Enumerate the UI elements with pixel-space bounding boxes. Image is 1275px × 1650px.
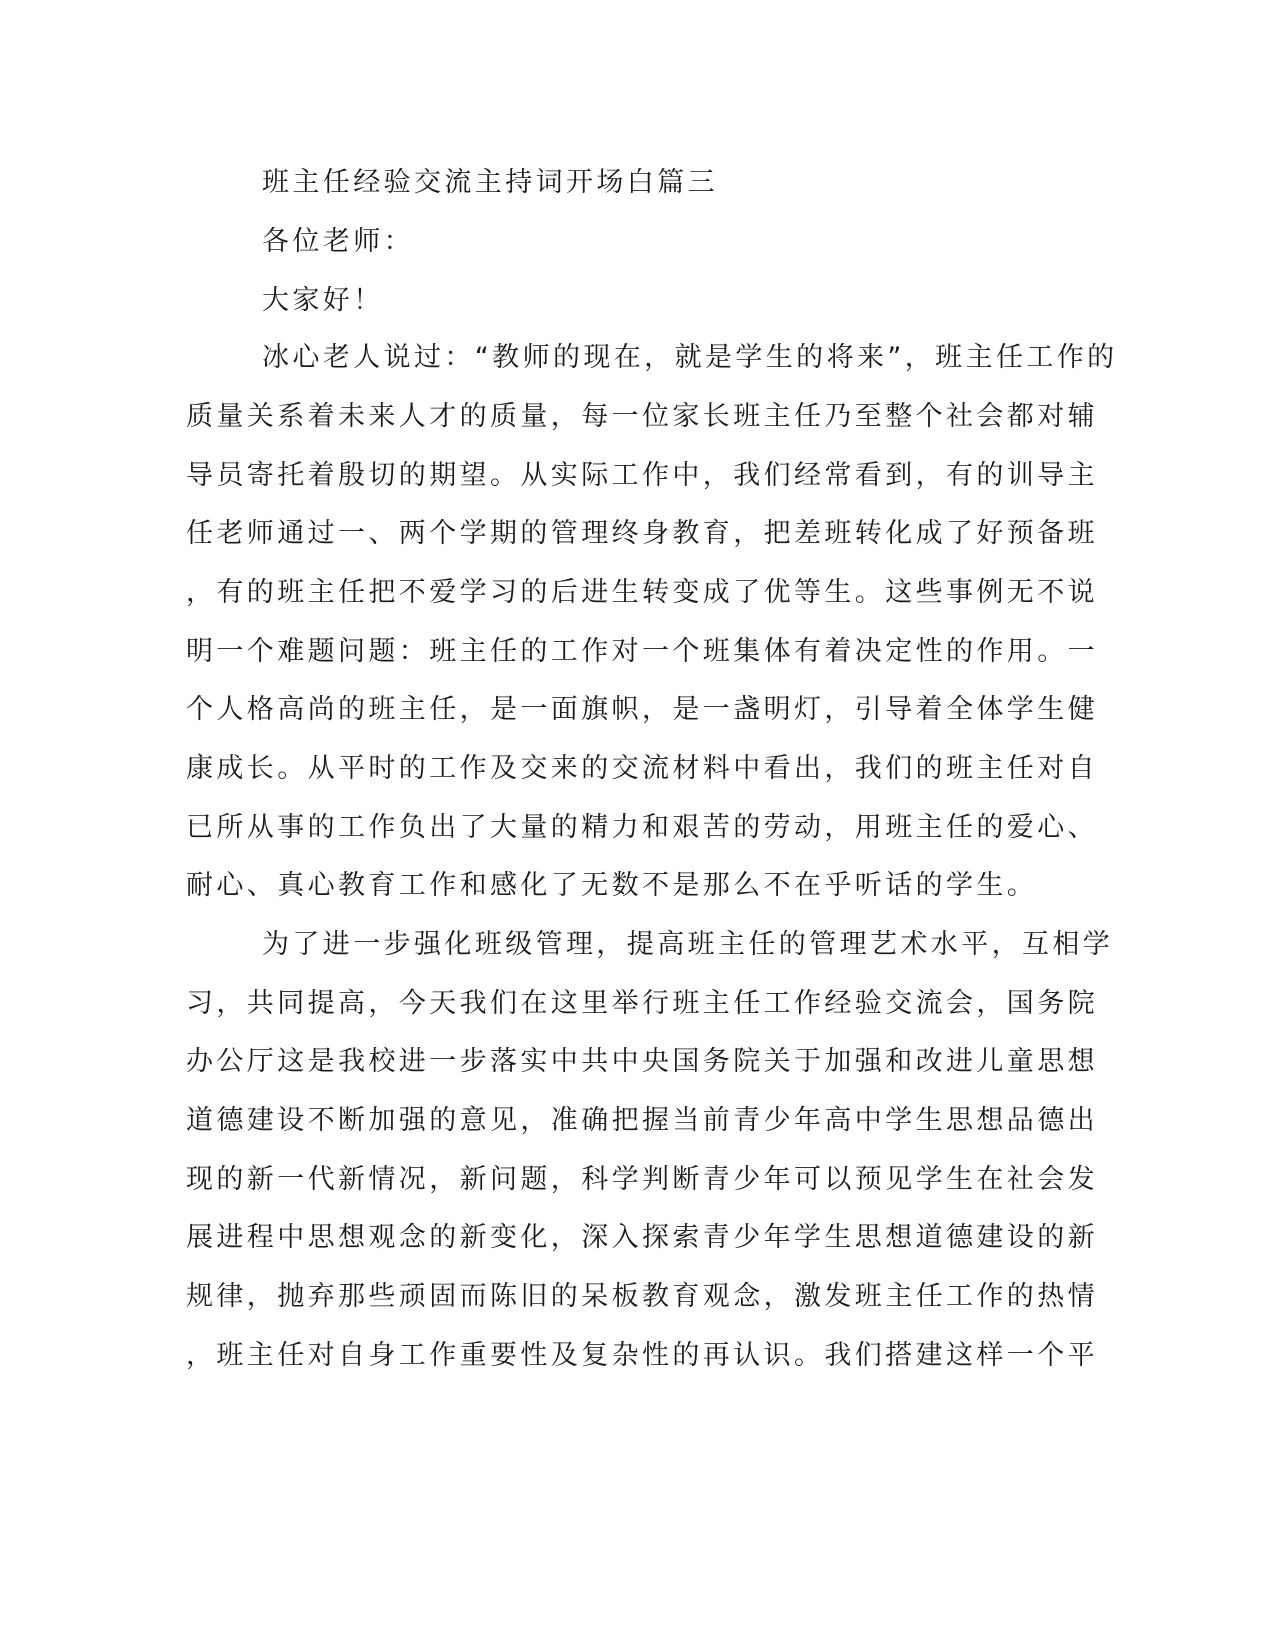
paragraph-1-line: 康成长。从平时的工作及交来的交流材料中看出，我们的班主任对自 xyxy=(186,753,1098,784)
paragraph-2-line: 展进程中思想观念的新变化，深入探索青少年学生思想道德建设的新 xyxy=(186,1222,1098,1253)
paragraph-1-line: 个人格高尚的班主任，是一面旗帜，是一盏明灯，引导着全体学生健 xyxy=(186,694,1098,725)
paragraph-2-line: 为了进一步强化班级管理，提高班主任的管理艺术水平，互相学 xyxy=(262,929,1114,960)
paragraph-2-line: ，班主任对自身工作重要性及复杂性的再认识。我们搭建这样一个平 xyxy=(186,1340,1098,1371)
paragraph-1-line: 导员寄托着殷切的期望。从实际工作中，我们经常看到，有的训导主 xyxy=(186,460,1098,491)
greeting: 大家好！ xyxy=(262,285,384,316)
paragraph-1-line: 耐心、真心教育工作和感化了无数不是那么不在乎听话的学生。 xyxy=(186,870,1038,901)
paragraph-1-line: 明一个难题问题：班主任的工作对一个班集体有着决定性的作用。一 xyxy=(186,636,1098,667)
document-title: 班主任经验交流主持词开场白篇三 xyxy=(262,167,718,198)
paragraph-2-line: 办公厅这是我校进一步落实中共中央国务院关于加强和改进儿童思想 xyxy=(186,1046,1098,1077)
paragraph-1-line: 已所从事的工作负出了大量的精力和艰苦的劳动，用班主任的爱心、 xyxy=(186,812,1098,843)
paragraph-2-line: 习，共同提高，今天我们在这里举行班主任工作经验交流会，国务院 xyxy=(186,988,1098,1019)
paragraph-2-line: 规律，抛弃那些顽固而陈旧的呆板教育观念，激发班主任工作的热情 xyxy=(186,1281,1098,1312)
paragraph-1-line: 冰心老人说过：“教师的现在，就是学生的将来”，班主任工作的 xyxy=(262,342,1118,373)
paragraph-2-line: 道德建设不断加强的意见，准确把握当前青少年高中学生思想品德出 xyxy=(186,1105,1098,1136)
paragraph-1-line: 任老师通过一、两个学期的管理终身教育，把差班转化成了好预备班 xyxy=(186,518,1098,549)
salutation: 各位老师： xyxy=(262,226,414,257)
paragraph-2-line: 现的新一代新情况，新问题，科学判断青少年可以预见学生在社会发 xyxy=(186,1164,1098,1195)
paragraph-1-line: 质量关系着未来人才的质量，每一位家长班主任乃至整个社会都对辅 xyxy=(186,401,1098,432)
paragraph-1-line: ，有的班主任把不爱学习的后进生转变成了优等生。这些事例无不说 xyxy=(186,577,1098,608)
